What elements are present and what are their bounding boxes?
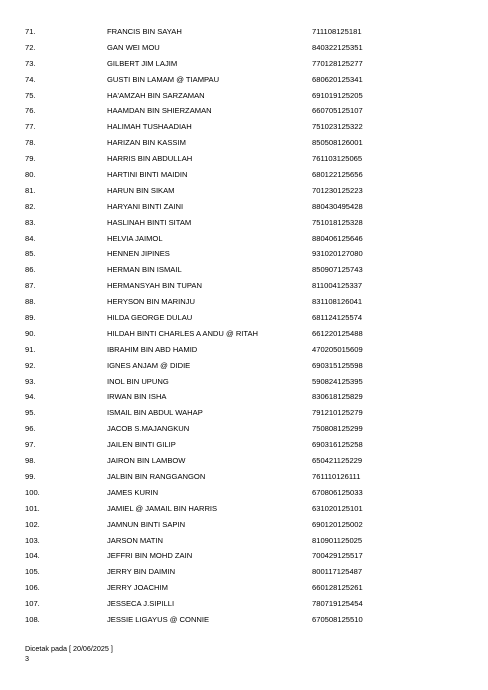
table-row — [0, 88, 488, 104]
row-number: 88. — [25, 297, 36, 307]
row-number: 85. — [25, 249, 36, 259]
id-number: 931020127080 — [312, 249, 363, 259]
row-number: 79. — [25, 154, 36, 164]
id-number: 690120125002 — [312, 519, 363, 529]
person-name: INOL BIN UPUNG — [107, 376, 169, 386]
person-name: IRWAN BIN ISHA — [107, 392, 167, 402]
row-number: 78. — [25, 138, 36, 148]
id-number: 631020125101 — [312, 503, 363, 513]
row-number: 95. — [25, 408, 36, 418]
table-row — [0, 469, 488, 485]
id-number: 660705125107 — [312, 106, 363, 116]
row-number: 107. — [25, 599, 40, 609]
id-number: 690315125598 — [312, 360, 363, 370]
row-number: 80. — [25, 170, 36, 180]
table-row — [0, 533, 488, 549]
table-row — [0, 548, 488, 564]
table-row — [0, 262, 488, 278]
row-number: 101. — [25, 503, 40, 513]
id-number: 660128125261 — [312, 583, 363, 593]
row-number: 84. — [25, 233, 36, 243]
print-date: Dicetak pada [ 20/06/2025 ] — [25, 644, 113, 653]
table-row — [0, 485, 488, 501]
table-row — [0, 453, 488, 469]
row-number: 99. — [25, 471, 36, 481]
id-number: 830618125829 — [312, 392, 363, 402]
person-name: JAMIEL @ JAMAIL BIN HARRIS — [107, 503, 218, 513]
table-row — [0, 580, 488, 596]
row-number: 106. — [25, 583, 40, 593]
table-row — [0, 231, 488, 247]
row-number: 76. — [25, 106, 36, 116]
row-number: 77. — [25, 122, 36, 132]
person-name: HILDAH BINTI CHARLES A ANDU @ RITAH — [107, 328, 259, 338]
person-name: HERMANSYAH BIN TUPAN — [107, 281, 202, 291]
row-number: 103. — [25, 535, 40, 545]
row-number: 81. — [25, 185, 36, 195]
person-name: GAN WEI MOU — [107, 42, 160, 52]
table-row — [0, 40, 488, 56]
id-number: 780719125454 — [312, 599, 363, 609]
id-number: 711108125181 — [312, 27, 362, 36]
row-number: 98. — [25, 456, 36, 466]
id-number: 761110126111 — [312, 471, 361, 481]
person-name: JERRY BIN DAIMIN — [107, 567, 176, 577]
row-number: 90. — [25, 328, 36, 338]
id-number: 831108126041 — [312, 297, 363, 307]
person-name: HARRIS BIN ABDULLAH — [107, 154, 193, 164]
table-row — [0, 215, 488, 231]
id-number: 650421125229 — [312, 456, 363, 466]
table-row — [0, 405, 488, 421]
row-number: 105. — [25, 567, 40, 577]
row-number: 74. — [25, 74, 36, 84]
person-name: HARYANI BINTI ZAINI — [107, 201, 184, 211]
row-number: 97. — [25, 440, 36, 450]
person-name: IBRAHIM BIN ABD HAMID — [107, 344, 198, 354]
id-number: 761103125065 — [312, 154, 363, 164]
person-name: HELVIA JAIMOL — [107, 233, 163, 243]
row-number: 87. — [25, 281, 36, 291]
table-row — [0, 517, 488, 533]
person-name: JALBIN BIN RANGGANGON — [107, 471, 206, 481]
id-number: 750808125299 — [312, 424, 363, 434]
table-row — [0, 501, 488, 517]
table-row — [0, 342, 488, 358]
person-name: JERRY JOACHIM — [107, 583, 168, 593]
table-row — [0, 167, 488, 183]
person-name: HARTINI BINTI MAIDIN — [107, 170, 188, 180]
id-number: 810901125025 — [312, 535, 363, 545]
row-number: 86. — [25, 265, 36, 275]
table-row — [0, 278, 488, 294]
table-row — [0, 310, 488, 326]
person-name: HA'AMZAH BIN SARZAMAN — [107, 90, 205, 100]
id-number: 751023125322 — [312, 122, 363, 132]
row-number: 108. — [25, 614, 40, 624]
person-name: GUSTI BIN LAMAM @ TIAMPAU — [107, 74, 220, 84]
id-number: 811004125337 — [312, 281, 363, 291]
person-name: JAMNUN BINTI SAPIN — [107, 519, 186, 529]
row-number: 92. — [25, 360, 36, 370]
person-name: JAIRON BIN LAMBOW — [107, 456, 186, 466]
table-row — [0, 119, 488, 135]
person-name: HERMAN BIN ISMAIL — [107, 265, 182, 275]
row-number: 83. — [25, 217, 36, 227]
person-name: ISMAIL BIN ABDUL WAHAP — [107, 408, 203, 418]
person-name: HERYSON BIN MARINJU — [107, 297, 196, 307]
id-number: 670508125510 — [312, 614, 363, 624]
id-number: 770128125277 — [312, 58, 363, 68]
id-number: 880430495428 — [312, 201, 363, 211]
person-name: IGNES ANJAM @ DIDIE — [107, 360, 191, 370]
person-name: JAILEN BINTI GILIP — [107, 440, 176, 450]
id-number: 880406125646 — [312, 233, 363, 243]
table-row — [0, 374, 488, 390]
id-number: 661220125488 — [312, 328, 363, 338]
id-number: 681124125574 — [312, 313, 363, 323]
table-row — [0, 326, 488, 342]
table-row — [0, 199, 488, 215]
id-number: 691019125205 — [312, 90, 363, 100]
row-number: 73. — [25, 58, 36, 68]
row-number: 72. — [25, 42, 36, 52]
person-name: HALIMAH TUSHAADIAH — [107, 122, 192, 132]
name-list-table — [0, 24, 488, 628]
id-number: 690316125258 — [312, 440, 363, 450]
person-name: HILDA GEORGE DULAU — [107, 313, 193, 323]
table-row — [0, 596, 488, 612]
table-row — [0, 246, 488, 262]
id-number: 791210125279 — [312, 408, 363, 418]
row-number: 71. — [25, 27, 36, 36]
id-number: 701230125223 — [312, 185, 363, 195]
table-row — [0, 135, 488, 151]
person-name: JAMES KURIN — [107, 487, 159, 497]
id-number: 850508126001 — [312, 138, 363, 148]
table-row — [0, 294, 488, 310]
row-number: 100. — [25, 487, 40, 497]
row-number: 75. — [25, 90, 36, 100]
page-footer — [25, 644, 113, 664]
person-name: JEFFRI BIN MOHD ZAIN — [107, 551, 193, 561]
table-row — [0, 564, 488, 580]
person-name: JACOB S.MAJANGKUN — [107, 424, 190, 434]
row-number: 104. — [25, 551, 40, 561]
row-number: 89. — [25, 313, 36, 323]
id-number: 590824125395 — [312, 376, 363, 386]
table-row — [0, 24, 488, 40]
table-row — [0, 56, 488, 72]
row-number: 93. — [25, 376, 36, 386]
person-name: JESSIE LIGAYUS @ CONNIE — [107, 614, 210, 624]
row-number: 102. — [25, 519, 40, 529]
person-name: JESSECA J.SIPILLI — [107, 599, 175, 609]
id-number: 850907125743 — [312, 265, 363, 275]
person-name: HARIZAN BIN KASSIM — [107, 138, 186, 148]
table-row — [0, 612, 488, 628]
row-number: 94. — [25, 392, 36, 402]
id-number: 800117125487 — [312, 567, 363, 577]
table-row — [0, 389, 488, 405]
person-name: HASLINAH BINTI SITAM — [107, 217, 192, 227]
table-row — [0, 151, 488, 167]
table-row — [0, 358, 488, 374]
table-row — [0, 103, 488, 119]
person-name: GILBERT JIM LAJIM — [107, 58, 178, 68]
id-number: 470205015609 — [312, 344, 363, 354]
person-name: FRANCIS BIN SAYAH — [107, 27, 182, 36]
page-number: 3 — [25, 654, 29, 663]
id-number: 680620125341 — [312, 74, 363, 84]
person-name: HAAMDAN BIN SHIERZAMAN — [107, 106, 212, 116]
id-number: 700429125517 — [312, 551, 363, 561]
row-number: 96. — [25, 424, 36, 434]
row-number: 82. — [25, 201, 36, 211]
table-row — [0, 72, 488, 88]
id-number: 670806125033 — [312, 487, 363, 497]
id-number: 751018125328 — [312, 217, 363, 227]
row-number: 91. — [25, 344, 36, 354]
person-name: HENNEN JIPINES — [107, 249, 170, 259]
id-number: 680122125656 — [312, 170, 363, 180]
table-row — [0, 421, 488, 437]
person-name: HARUN BIN SIKAM — [107, 185, 175, 195]
person-name: JARSON MATIN — [107, 535, 163, 545]
table-row — [0, 437, 488, 453]
table-row — [0, 183, 488, 199]
id-number: 840322125351 — [312, 42, 363, 52]
